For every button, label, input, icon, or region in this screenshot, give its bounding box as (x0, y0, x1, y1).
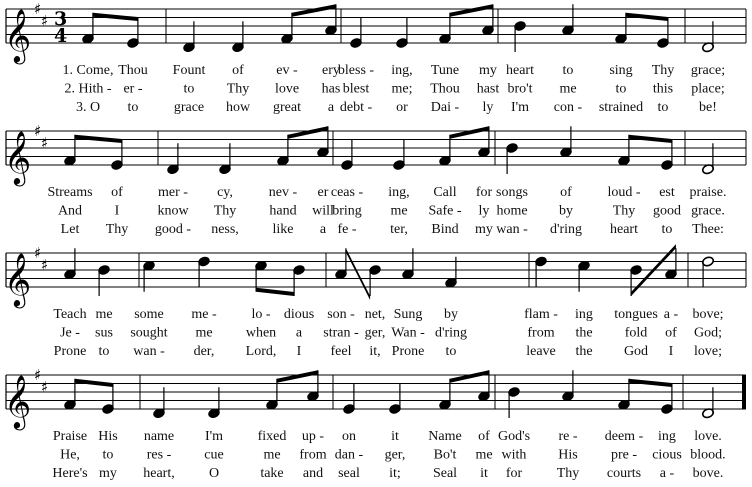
lyric-syllable: er - (123, 81, 143, 97)
lyric-syllable: good - (154, 222, 192, 237)
lyric-syllable: some (134, 307, 164, 322)
lyric-syllable: ery (322, 63, 340, 78)
lyric-syllable: 3. O (75, 100, 101, 115)
lyric-syllable: ly (478, 203, 490, 219)
lyric-syllable: the (575, 344, 593, 359)
lyric-syllable: know (157, 203, 189, 219)
lyric-syllable: Fount (172, 63, 206, 78)
lyric-syllable: me (263, 447, 281, 463)
lyric-syllable: Praise (52, 429, 88, 444)
lyric-syllable: me (559, 81, 577, 97)
treble-clef-icon: 𝄞 (4, 252, 32, 306)
lyric-syllable: take (260, 466, 284, 481)
sharp-icon: ♯ (34, 122, 42, 140)
lyric-syllable: And (57, 203, 83, 219)
lyric-syllable: fe - (337, 222, 357, 237)
lyric-syllable: be! (699, 100, 717, 115)
lyric-syllable: to (562, 63, 574, 78)
lyric-syllable: Wan - (391, 325, 425, 341)
lyric-syllable: from (299, 447, 327, 463)
lyric-syllable: pre - (610, 447, 638, 463)
lyric-syllable: for (475, 185, 493, 200)
lyric-syllable: heart, (143, 466, 175, 481)
note-beam (626, 13, 668, 21)
lyric-syllable: fixed (257, 429, 287, 444)
lyric-syllable: good (653, 203, 681, 219)
lyric-syllable: ing (658, 429, 676, 444)
lyric-syllable: by (559, 203, 573, 219)
lyric-syllable: the (575, 325, 593, 341)
lyric-syllable: deem - (604, 429, 644, 444)
lyric-syllable: Thee: (692, 222, 724, 237)
lyric-syllable: wan - (496, 222, 528, 237)
lyric-syllable: to (102, 447, 114, 463)
lyric-syllable: Thy (213, 203, 237, 219)
lyric-syllable: this (652, 81, 674, 97)
lyric-syllable: Thy (105, 222, 129, 237)
lyric-syllable: heart (610, 222, 638, 237)
lyric-syllable: bless - (337, 63, 375, 78)
note-beam (450, 126, 489, 139)
lyric-syllable: heart (506, 63, 534, 78)
lyric-syllable: me; (391, 81, 413, 97)
lyric-syllable: to (98, 344, 110, 359)
lyric-syllable: and (302, 466, 324, 481)
lyric-syllable: Teach (53, 307, 87, 322)
lyric-syllable: to (445, 344, 457, 359)
lyric-syllable: ing (575, 307, 593, 322)
lyric-syllable: stran - (323, 325, 359, 341)
lyric-syllable: or (396, 100, 408, 115)
lyric-syllable: hast (476, 81, 500, 97)
lyric-syllable: grace (173, 100, 205, 115)
lyric-syllable: name (143, 429, 175, 444)
lyric-syllable: I (296, 344, 302, 359)
lyric-syllable: ly (482, 100, 494, 115)
lyric-syllable: my (479, 63, 497, 78)
lyric-syllable: Dai - (430, 100, 460, 115)
lyric-syllable: re - (558, 429, 578, 444)
lyric-syllable: Thou (118, 63, 148, 78)
lyric-syllable: est (659, 185, 675, 200)
lyric-syllable: d'ring (549, 222, 583, 237)
lyric-syllable: home (496, 203, 528, 219)
lyric-syllable: a (319, 222, 327, 237)
lyric-syllable: dious (283, 307, 315, 322)
lyric-syllable: Seal (432, 466, 458, 481)
lyric-syllable: love; (694, 344, 722, 359)
lyric-syllable: der, (193, 344, 215, 359)
lyric-syllable: how (225, 100, 251, 115)
lyric-syllable: Name (428, 429, 462, 444)
lyric-syllable: cious (652, 447, 682, 463)
lyric-syllable: seal (338, 466, 360, 481)
note-beam (450, 4, 493, 17)
lyric-syllable: con - (553, 100, 583, 115)
lyric-syllable: cy, (217, 185, 233, 200)
note-beam (256, 288, 294, 296)
lyric-syllable: with (501, 447, 527, 463)
lyric-syllable: Prone (53, 344, 87, 359)
lyric-syllable: bove; (692, 307, 724, 322)
lyric-syllable: place; (691, 81, 725, 97)
lyric-syllable: Call (433, 185, 457, 200)
lyric-syllable: a - (663, 307, 679, 322)
lyric-syllable: mer - (158, 185, 188, 200)
sharp-icon: ♯ (41, 256, 49, 274)
lyric-syllable: er (317, 185, 329, 200)
staff-system (4, 244, 746, 359)
lyric-syllable: sought (130, 325, 168, 341)
lyric-syllable: res - (146, 447, 172, 463)
lyric-syllable: ger, (384, 447, 406, 463)
lyric-syllable: love (274, 81, 300, 97)
note-beam (629, 135, 672, 143)
lyric-syllable: me (390, 203, 408, 219)
lyric-syllable: tongues (614, 307, 658, 322)
lyric-syllable: fold (624, 325, 648, 341)
lyric-syllable: ing, (388, 185, 410, 200)
lyric-syllable: blood. (690, 447, 726, 463)
lyric-syllable: praise. (689, 185, 727, 200)
lyric-syllable: strained (598, 100, 644, 115)
lyric-syllable: flam - (524, 307, 558, 322)
lyric-syllable: me - (191, 307, 217, 322)
lyric-syllable: like (272, 222, 294, 237)
lyric-syllable: Thy (556, 466, 580, 481)
lyric-syllable: my (475, 222, 493, 237)
lyric-syllable: ceas - (330, 185, 364, 200)
lyric-syllable: of (232, 63, 244, 78)
note-beam (450, 370, 489, 383)
lyric-syllable: of (478, 429, 490, 444)
lyric-syllable: me (95, 307, 113, 322)
staff-system (4, 0, 746, 115)
lyric-syllable: me (475, 447, 493, 463)
note-beam (292, 4, 336, 17)
lyric-syllable: it (480, 466, 488, 481)
treble-clef-icon: 𝄞 (4, 374, 32, 428)
lyric-syllable: debt - (339, 100, 373, 115)
lyric-syllable: of (560, 185, 572, 200)
lyric-syllable: bro't (507, 81, 533, 97)
lyric-syllable: Je - (60, 325, 80, 341)
lyric-syllable: up - (301, 429, 325, 444)
lyric-syllable: dan - (334, 447, 364, 463)
lyric-syllable: God's (497, 429, 531, 444)
note-beam (277, 370, 318, 383)
sharp-icon: ♯ (34, 366, 42, 384)
lyric-syllable: ter, (390, 222, 408, 237)
lyric-syllable: great (273, 100, 301, 115)
lyric-syllable: Sung (393, 307, 423, 322)
lyric-syllable: I (114, 203, 120, 219)
lyric-syllable: I'm (204, 429, 224, 444)
lyric-syllable: a (295, 325, 303, 341)
lyric-syllable: lo - (251, 307, 271, 322)
lyric-syllable: Here's (52, 466, 88, 481)
sharp-icon: ♯ (34, 244, 42, 262)
lyric-syllable: it, (369, 344, 381, 359)
lyric-syllable: I'm (510, 100, 530, 115)
lyric-syllable: me (195, 325, 213, 341)
lyric-syllable: to (615, 81, 627, 97)
lyric-syllable: to (183, 81, 195, 97)
lyric-syllable: Tune (430, 63, 460, 78)
lyric-syllable: He, (60, 447, 80, 463)
lyric-syllable: to (657, 100, 669, 115)
sharp-icon: ♯ (34, 0, 42, 18)
lyric-syllable: Lord, (245, 344, 277, 359)
lyric-syllable: when (245, 325, 277, 341)
lyric-syllable: to (661, 222, 673, 237)
lyric-syllable: sus (95, 325, 113, 341)
lyric-syllable: it; (389, 466, 401, 481)
lyric-syllable: Safe - (428, 203, 462, 219)
lyric-syllable: grace. (691, 203, 725, 219)
treble-clef-icon: 𝄞 (4, 8, 32, 62)
lyric-syllable: His (558, 447, 578, 463)
lyric-syllable: to (127, 100, 139, 115)
lyric-syllable: Thy (651, 63, 675, 78)
lyric-syllable: it (391, 429, 399, 444)
lyric-syllable: 2. Hith - (64, 81, 112, 97)
lyric-syllable: net, (364, 307, 386, 322)
lyric-syllable: of (111, 185, 123, 200)
time-signature-top: 3 (54, 8, 68, 30)
lyric-syllable: God (623, 344, 649, 359)
lyric-syllable: feel (330, 344, 352, 359)
lyric-syllable: courts (606, 466, 642, 481)
note-beam (629, 379, 672, 387)
lyric-syllable: Thy (226, 81, 250, 97)
lyric-syllable: Thou (430, 81, 460, 97)
lyric-syllable: Bo't (433, 447, 457, 463)
note-beam (75, 135, 122, 143)
lyric-syllable: for (505, 466, 523, 481)
lyric-syllable: His (98, 429, 118, 444)
lyric-syllable: Prone (391, 344, 425, 359)
lyric-syllable: O (208, 466, 220, 481)
lyric-syllable: bring (332, 203, 362, 219)
time-signature-bottom: 4 (54, 25, 68, 47)
sharp-icon: ♯ (41, 12, 49, 30)
lyric-syllable: ev - (276, 63, 298, 78)
lyric-syllable: God; (694, 325, 722, 341)
lyric-syllable: d'ring (434, 325, 468, 341)
lyric-syllable: 1. Come, (62, 63, 114, 78)
lyric-syllable: from (527, 325, 555, 341)
lyric-syllable: blest (342, 81, 370, 97)
sharp-icon: ♯ (41, 134, 49, 152)
lyric-syllable: ing, (391, 63, 413, 78)
lyric-syllable: sing (609, 63, 633, 78)
lyric-syllable: leave (526, 344, 556, 359)
lyric-syllable: of (665, 325, 677, 341)
lyric-syllable: has (321, 81, 341, 97)
lyric-syllable: Bind (431, 222, 459, 237)
lyric-syllable: a (327, 100, 335, 115)
note-beam (288, 126, 328, 139)
note-beam (346, 248, 370, 300)
lyric-syllable: grace; (690, 63, 726, 78)
lyric-syllable: my (99, 466, 117, 481)
lyric-syllable: a - (659, 466, 675, 481)
note-beam (75, 379, 113, 387)
lyric-syllable: bove. (692, 466, 724, 481)
lyric-syllable: ger, (364, 325, 386, 341)
lyric-syllable: on (342, 429, 356, 444)
lyric-syllable: love. (694, 429, 722, 444)
lyric-syllable: I (668, 344, 674, 359)
sharp-icon: ♯ (41, 378, 49, 396)
treble-clef-icon: 𝄞 (4, 130, 32, 184)
lyric-syllable: loud - (607, 185, 641, 200)
staff-system (4, 366, 746, 481)
lyric-syllable: Thy (612, 203, 636, 219)
lyric-syllable: will (312, 203, 334, 219)
lyric-syllable: songs (496, 185, 528, 200)
note-beam (93, 13, 138, 21)
final-barline (742, 375, 746, 409)
lyric-syllable: wan - (133, 344, 165, 359)
lyric-syllable: Streams (47, 185, 93, 200)
staff-system (4, 122, 746, 237)
lyric-syllable: cue (204, 447, 224, 463)
lyric-syllable: son - (327, 307, 355, 322)
lyric-syllable: by (444, 307, 458, 322)
lyric-syllable: hand (269, 203, 297, 219)
lyric-syllable: nev - (268, 185, 298, 200)
lyric-syllable: ness, (211, 222, 239, 237)
lyric-syllable: Let (60, 222, 80, 237)
